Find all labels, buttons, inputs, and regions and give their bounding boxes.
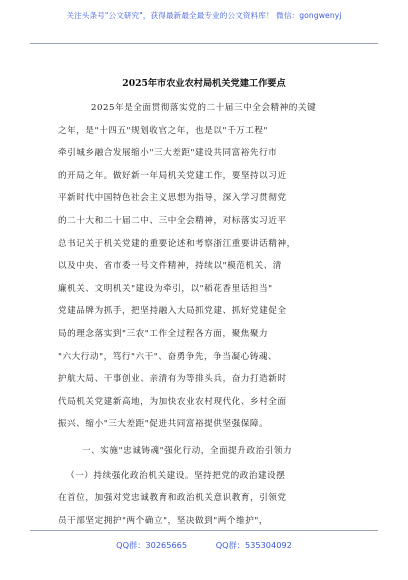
subsection-line: （一）持续强化政治机关建设。坚持把党的政治建设摆 (66, 470, 286, 481)
qq-group-1: QQ群：30265665 (116, 540, 188, 550)
paragraph-line: 之年，是"十四五"规划收官之年，也是以"千万工程" (58, 125, 269, 136)
subsection-line: 员干部坚定拥护"两个确立"，坚决做到"两个维护"， (58, 515, 269, 526)
paragraph-line: 振兴、缩小"三大差距"促进共同富裕提供坚强保障。 (58, 419, 269, 430)
paragraph-line: 局的理念落实到"三农"工作全过程各方面，聚焦聚力 (58, 328, 269, 339)
footer-divider (30, 530, 378, 531)
footer (0, 540, 408, 551)
qq-group-2: QQ群：535304092 (215, 540, 292, 550)
document-body (58, 97, 350, 532)
paragraph-line: 代局机关党建新高地，为加快农业农村现代化、乡村全面 (58, 396, 287, 407)
paragraph-line: 2025年是全面贯彻落实党的二十届三中全会精神的关键 (91, 103, 317, 113)
paragraph-line: 以及中央、省市委一号文件精神，持续以"模范机关、清 (58, 261, 282, 272)
paragraph-line: 总书记关于机关党建的重要论述和考察浙江重要讲话精神， (58, 238, 296, 249)
paragraph-line: 平新时代中国特色社会主义思想为指导，深入学习贯彻党 (58, 193, 287, 204)
header-divider (30, 43, 378, 44)
document-title: 2025年市农业农村局机关党建工作要点 (122, 78, 286, 89)
subsection-line: 在首位，加强对党忠诚教育和政治机关意识教育，引领党 (58, 493, 287, 504)
header-banner: 关注头条号"公文研究"，获得最新最全最专业的公文资料库！ 微信：gongwenyj (66, 11, 342, 20)
paragraph-line: 牵引城乡融合发展缩小"三大差距"建设共同富裕先行市 (58, 148, 278, 159)
paragraph-line: 的开局之年。做好新一年局机关党建工作，要坚持以习近 (58, 170, 287, 181)
paragraph-line: 廉机关、文明机关"建设为牵引，以"稻花香里话担当" (58, 283, 273, 294)
paragraph-line: "六大行动"，笃行"六干"、奋勇争先，争当凝心铸魂、 (58, 351, 278, 362)
paragraph-line: 的二十大和二十届二中、三中全会精神，对标落实习近平 (58, 215, 287, 226)
section-heading: 一、实施"忠诚铸魂"强化行动，全面提升政治引领力 (82, 445, 293, 456)
paragraph-line: 护航大局、干事创业、亲清有为等排头兵，奋力打造新时 (58, 374, 287, 385)
paragraph-line: 党建品牌为抓手，把坚持融入大局抓党建、抓好党建促全 (58, 306, 287, 317)
